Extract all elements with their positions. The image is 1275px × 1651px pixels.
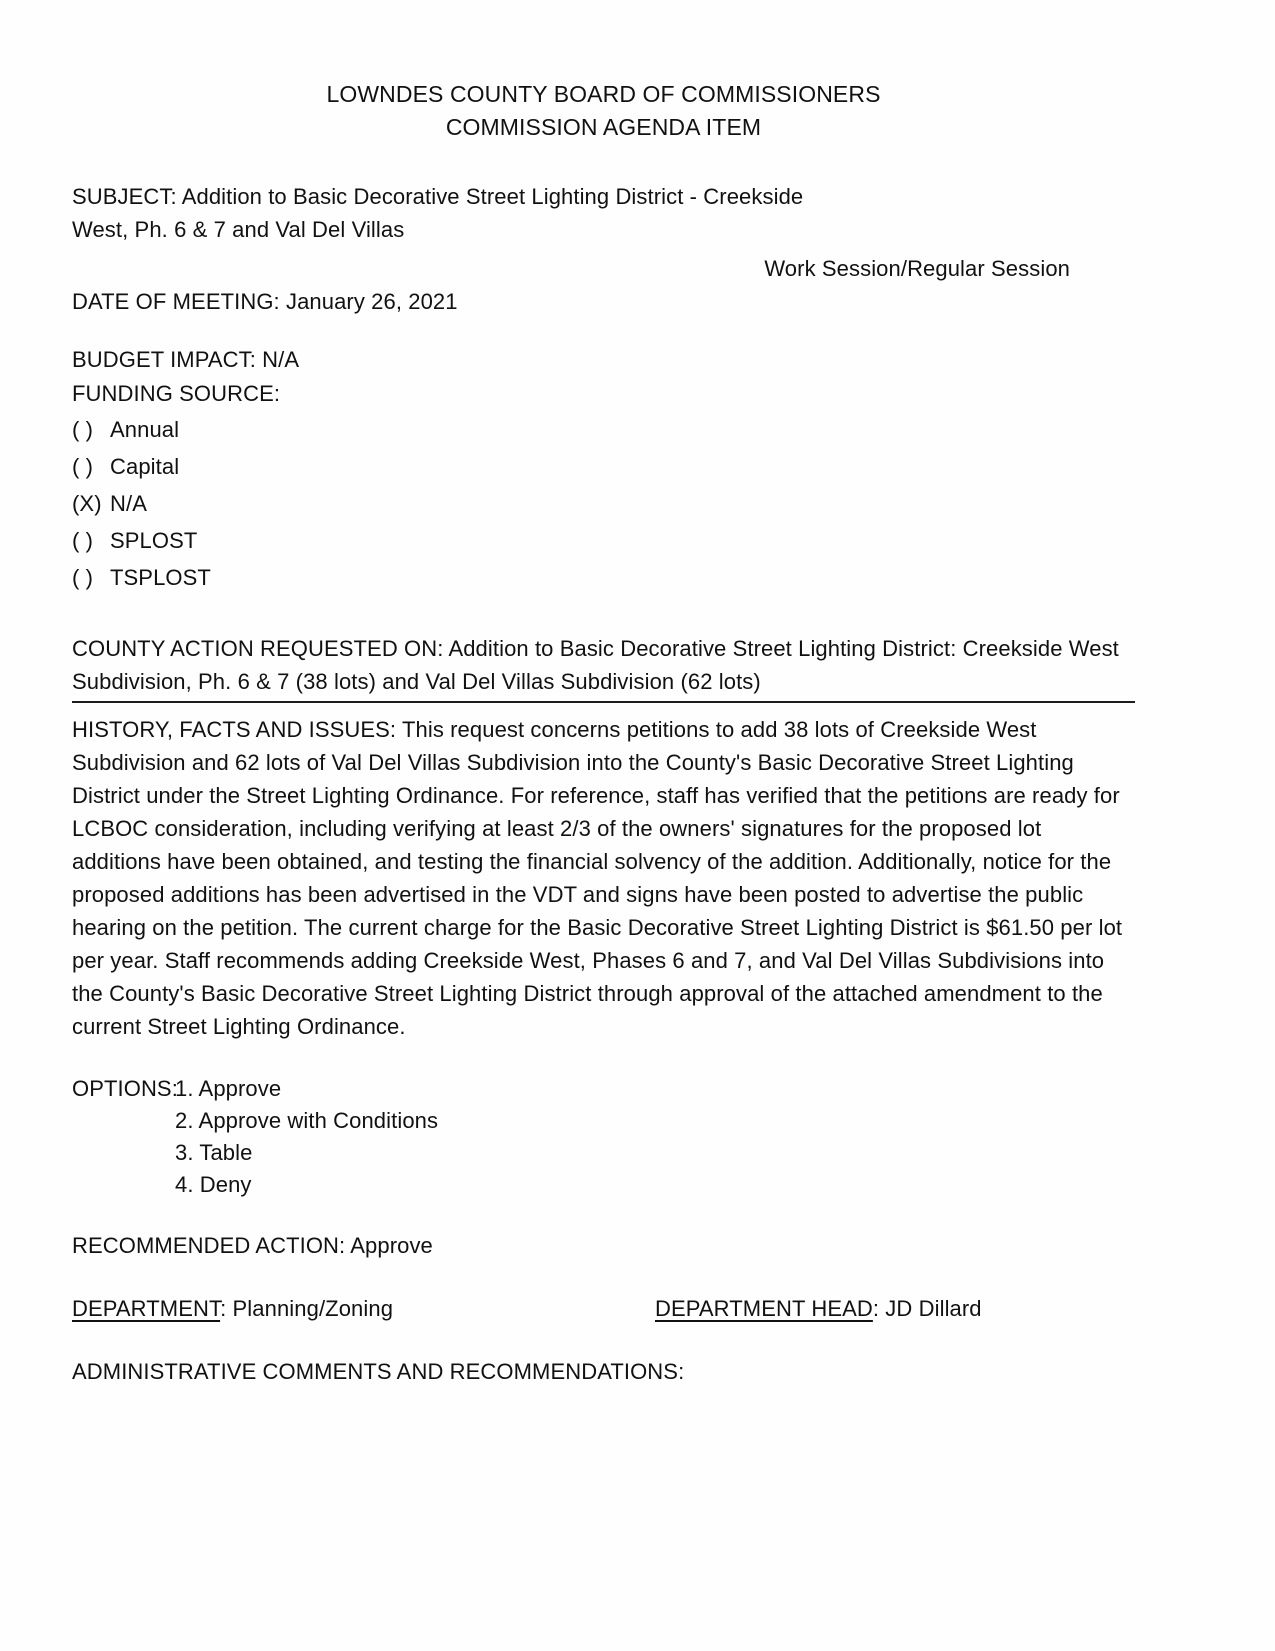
options-label: OPTIONS: <box>72 1076 178 1101</box>
history-facts-issues: HISTORY, FACTS AND ISSUES: This request concerns petitions to add 38 lots of Creekside West Subdivision and 62 lots of Val Del Villas Subdivision into the County's Basic Decorative Street Lighting District under the Street Lighting Ordinance. For reference, staff has verified that the petitions are ready for LCBOC consideration, including verifying at least 2/3 of the owners' signatures for the proposed lot additions have been obtained, and testing the financial solvency of the addition. Additionally, notice for the proposed additions has been advertised in the VDT and signs have been posted to advertise the public hearing on the petition. The current charge for the Basic Decorative Street Lighting District is $61.50 per lot per year. Staff recommends adding Creekside West, Phases 6 and 7, and Val Del Villas Subdivisions into the County's Basic Decorative Street Lighting District through approval of the attached amendment to the current Street Lighting Ordinance. <box>72 717 1123 1039</box>
document-title <box>72 78 1135 144</box>
options-list <box>175 1073 1135 1201</box>
title-line-1: LOWNDES COUNTY BOARD OF COMMISSIONERS <box>326 81 881 107</box>
recommended-action: RECOMMENDED ACTION: Approve <box>72 1233 433 1258</box>
session-type: Work Session/Regular Session <box>764 256 1070 281</box>
department-head <box>655 1292 1135 1325</box>
funding-option-label: Annual <box>110 417 180 442</box>
funding-option-label: SPLOST <box>110 528 198 553</box>
funding-option-splost <box>72 522 1135 559</box>
department <box>72 1292 655 1325</box>
department-row <box>72 1292 1135 1325</box>
funding-option-label: Capital <box>110 454 180 479</box>
checkbox-mark: ( ) <box>72 565 94 590</box>
meeting-date: DATE OF MEETING: January 26, 2021 <box>72 289 458 314</box>
department-head-value: : JD Dillard <box>872 1296 982 1321</box>
checkbox-mark: ( ) <box>72 528 94 553</box>
funding-option-label: TSPLOST <box>110 565 211 590</box>
county-action-requested: COUNTY ACTION REQUESTED ON: Addition to Basic Decorative Street Lighting District: Creekside West Subdivision, Ph. 6 & 7 (38 lots) and Val Del Villas Subdivision (62 lots) <box>72 636 1119 694</box>
funding-option-annual <box>72 411 1135 448</box>
subject-text: SUBJECT: Addition to Basic Decorative Street Lighting District - Creekside West, Ph. 6 & 7 and Val Del Villas <box>72 184 804 242</box>
option-item-table: 3. Table <box>175 1140 253 1165</box>
option-item-approve: 1. Approve <box>175 1076 282 1101</box>
funding-option-label: N/A <box>110 491 147 516</box>
administrative-comments: ADMINISTRATIVE COMMENTS AND RECOMMENDATIONS: <box>72 1359 685 1384</box>
department-value: : Planning/Zoning <box>220 1296 394 1321</box>
funding-source-label: FUNDING SOURCE: <box>72 381 281 406</box>
funding-option-na <box>72 485 1135 522</box>
funding-source-options <box>72 411 1135 596</box>
checkbox-mark: ( ) <box>72 417 94 442</box>
department-head-label: DEPARTMENT HEAD <box>655 1296 873 1321</box>
funding-option-tsplost <box>72 559 1135 596</box>
department-label: DEPARTMENT <box>72 1296 221 1321</box>
option-item-approve-with-conditions: 2. Approve with Conditions <box>175 1108 439 1133</box>
option-item-deny: 4. Deny <box>175 1172 252 1197</box>
funding-option-capital <box>72 448 1135 485</box>
budget-impact: BUDGET IMPACT: N/A <box>72 347 300 372</box>
title-line-2: COMMISSION AGENDA ITEM <box>445 114 762 140</box>
section-divider <box>72 701 1135 703</box>
checkbox-mark: ( ) <box>72 454 94 479</box>
checkbox-mark-checked: (X) <box>72 491 102 516</box>
options-section <box>72 1073 1135 1201</box>
